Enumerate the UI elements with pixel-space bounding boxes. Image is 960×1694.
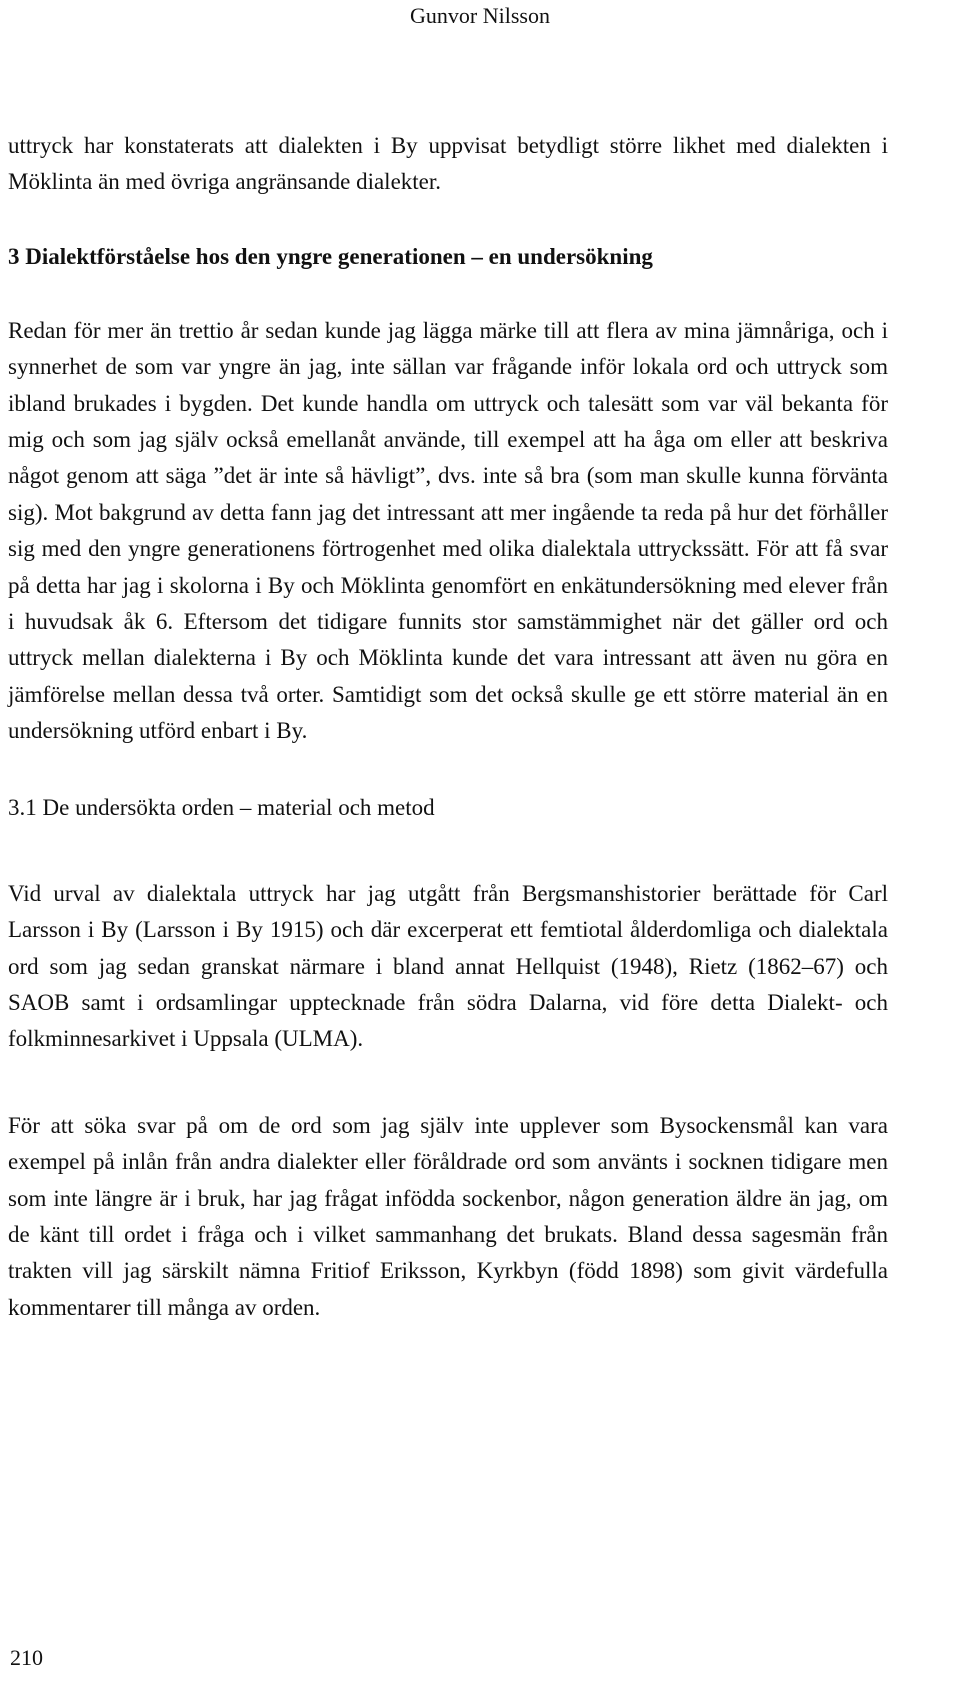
subsection-paragraph-2: För att söka svar på om de ord som jag själv inte upplever som Bysockensmål kan vara exempel på inlån från andra dialekter eller föråldrade ord som använts i socknen tidigare men som inte längre är i bruk, har jag frågat infödda sockenbor, någon generation äldre än jag, om de känt till ordet i fråga och i vilket sammanhang det brukats. Bland dessa sagesmän från trakten vill jag särskilt nämna Fritiof Eriksson, Kyrkbyn (född 1898) som givit värdefulla kommentarer till många av orden.	[8, 1112, 888, 1320]
subsection-paragraph-1: Vid urval av dialektala uttryck har jag utgått från Bergsmanshistorier berättade för Carl Larsson i By (Larsson i By 1915) och där excerperat ett femtiotal ålderdomliga och dialektala ord som jag sedan granskat närmare i bland annat Hellquist (1948), Rietz (1862–67) och SAOB samt i ordsamlingar upptecknade från södra Dalarna, vid före detta Dialekt- och folkminnesarkivet i Uppsala (ULMA).	[8, 880, 888, 1052]
spacer	[8, 1058, 888, 1108]
page-body	[8, 128, 888, 1326]
spacer	[8, 826, 888, 876]
spacer	[8, 750, 888, 790]
spacer	[8, 275, 888, 313]
section-heading: 3 Dialektförståelse hos den yngre generationen – en undersökning	[8, 243, 653, 269]
intro-paragraph: uttryck har konstaterats att dialekten i By uppvisat betydligt större likhet med dialekten i Möklinta än med övriga angränsande dialekter.	[8, 133, 888, 195]
page-number: 210	[10, 1645, 43, 1670]
running-header-author: Gunvor Nilsson	[410, 3, 550, 28]
section-paragraph: Redan för mer än trettio år sedan kunde jag lägga märke till att flera av mina jämnåriga, och i synnerhet de som var yngre än jag, inte sällan var frågande inför lokala ord och uttryck som ibland brukades i bygden. Det kunde handla om uttryck och talesätt som var väl bekanta för mig och som jag själv också emellanåt använde, till exempel att ha åga om eller att beskriva något genom att säga ”det är inte så hävligt”, dvs. inte så bra (som man skulle kunna förvänta sig). Mot bakgrund av detta fann jag det intressant att mer ingående ta reda på hur det förhåller sig med den yngre generationens förtrogenhet med olika dialektala uttryckssätt. För att få svar på detta har jag i skolorna i By och Möklinta genomfört en enkätundersökning med elever från i huvudsak åk 6. Eftersom det tidigare funnits stor samstämmighet när det gäller ord och uttryck mellan dialekterna i By och Möklinta kunde det vara intressant att även nu göra en jämförelse mellan dessa två orter. Samtidigt som det också skulle ge ett större material än en undersökning utförd enbart i By.	[8, 317, 888, 744]
spacer	[8, 201, 888, 239]
subsection-heading: 3.1 De undersökta orden – material och metod	[8, 794, 435, 820]
